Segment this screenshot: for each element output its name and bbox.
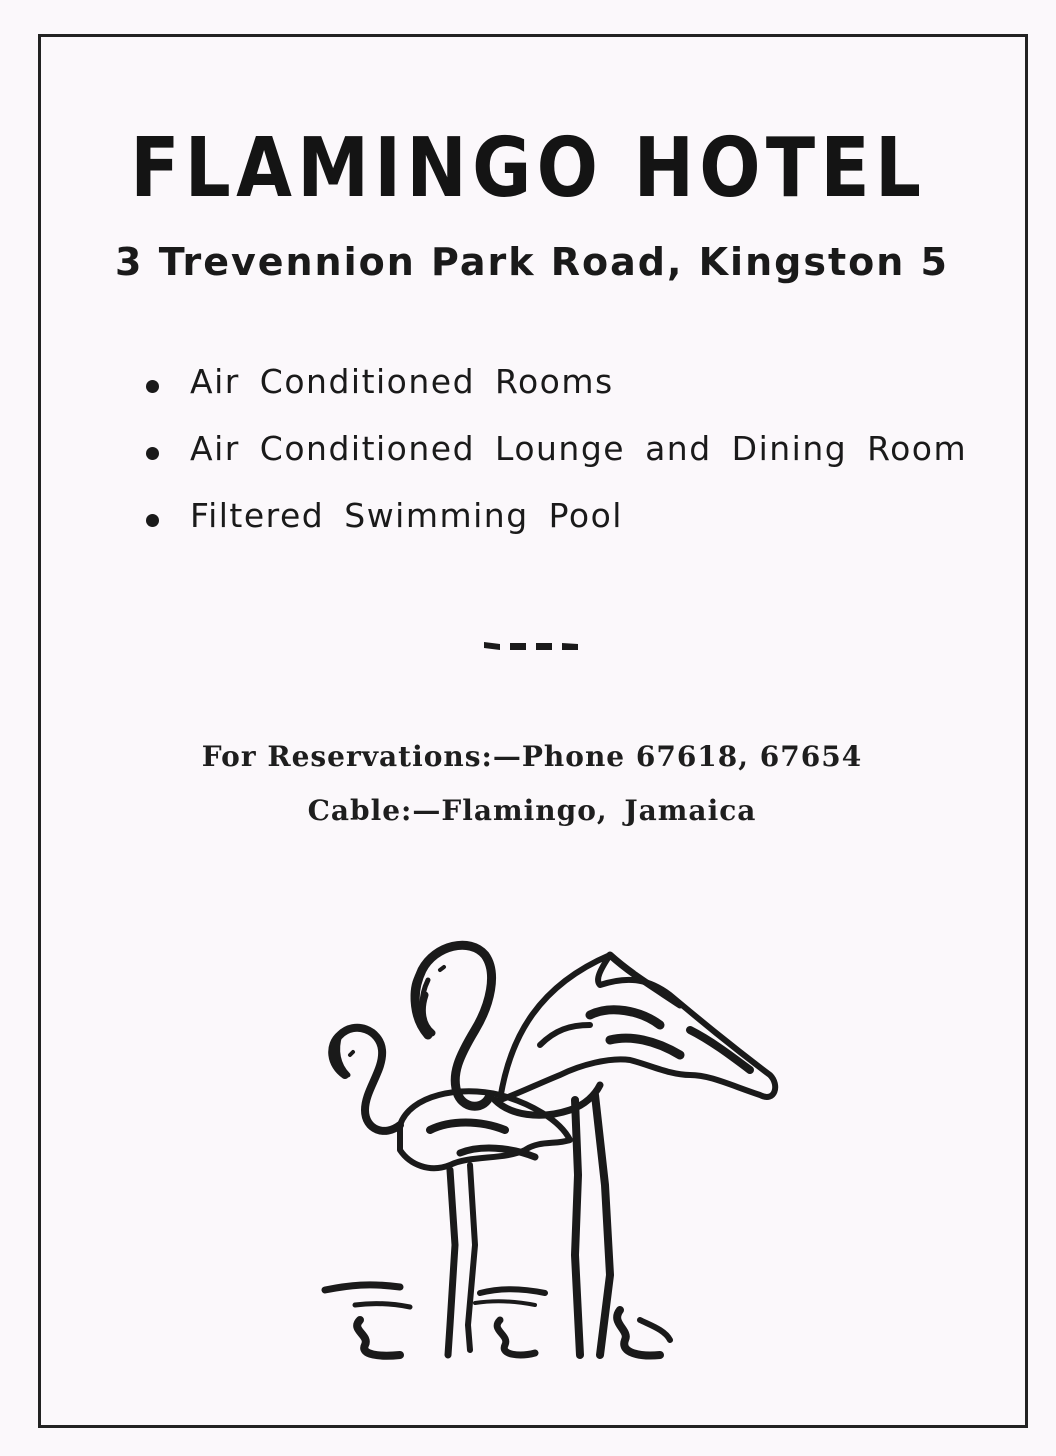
amenity-label: Air Conditioned Lounge and Dining Room [190, 429, 968, 468]
hotel-name-title: FLAMINGO HOTEL [130, 121, 927, 216]
amenity-label: Filtered Swimming Pool [190, 496, 623, 535]
cable-address: Cable:—Flamingo, Jamaica [307, 794, 757, 827]
amenity-label: Air Conditioned Rooms [190, 362, 614, 401]
bullet-icon [146, 380, 159, 393]
flamingo-illustration-icon [310, 925, 790, 1375]
amenity-item [146, 496, 967, 563]
divider-ornament-icon [484, 640, 580, 652]
hotel-address: 3 Trevennion Park Road, Kingston 5 [115, 240, 949, 284]
amenity-item [146, 362, 967, 429]
bullet-icon [146, 514, 159, 527]
amenity-item [146, 429, 967, 496]
reservations-phone: For Reservations:—Phone 67618, 67654 [201, 740, 863, 773]
amenities-list [146, 362, 967, 563]
bullet-icon [146, 447, 159, 460]
